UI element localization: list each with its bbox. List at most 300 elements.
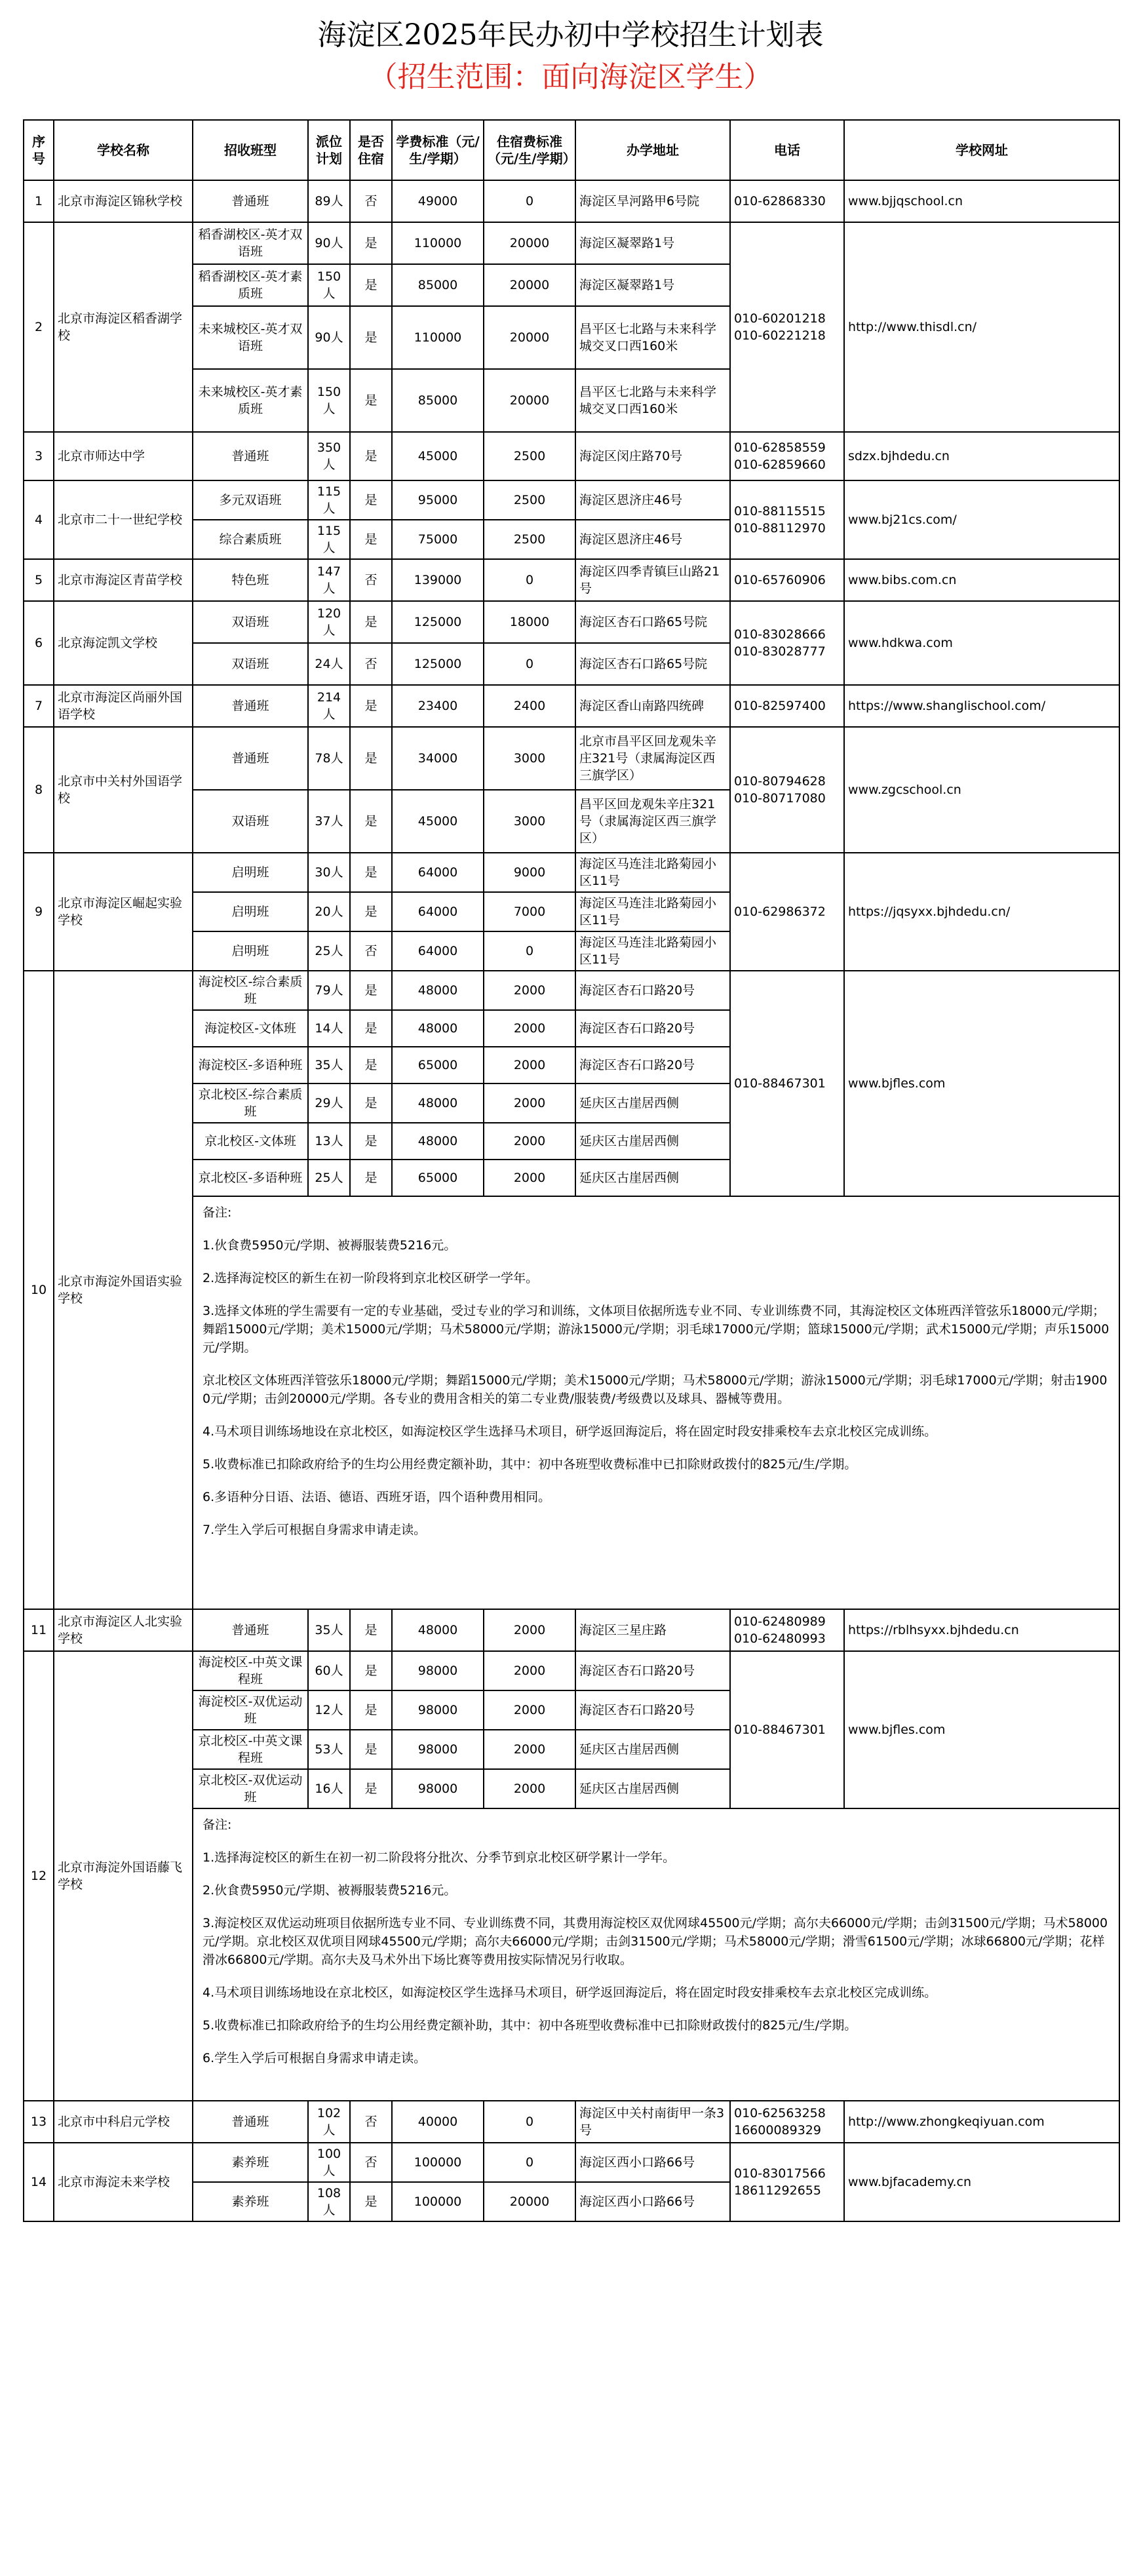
quota: 102人 bbox=[308, 2101, 350, 2143]
class-type: 普通班 bbox=[193, 2101, 308, 2143]
address: 海淀区马连洼北路菊园小区11号 bbox=[575, 931, 730, 971]
address: 海淀区闵庄路70号 bbox=[575, 432, 730, 480]
boarding: 是 bbox=[350, 1160, 392, 1196]
phone-number: 010-80717080 bbox=[734, 791, 826, 806]
boarding-fee: 0 bbox=[484, 2143, 575, 2182]
column-header: 住宿费标准（元/生/学期） bbox=[484, 120, 575, 180]
boarding-fee: 2000 bbox=[484, 1047, 575, 1083]
phone-number: 010-60201218 bbox=[734, 311, 826, 326]
enrollment-table bbox=[23, 119, 1120, 2222]
address: 海淀区马连洼北路菊园小区11号 bbox=[575, 892, 730, 931]
quota: 120人 bbox=[308, 601, 350, 643]
class-type: 海淀校区-文体班 bbox=[193, 1010, 308, 1047]
address: 延庆区古崖居西侧 bbox=[575, 1769, 730, 1808]
boarding: 否 bbox=[350, 643, 392, 685]
phone bbox=[730, 2143, 844, 2221]
boarding: 是 bbox=[350, 222, 392, 264]
school-website[interactable]: https://jqsyxx.bjhdedu.cn/ bbox=[844, 853, 1119, 971]
class-type: 海淀校区-双优运动班 bbox=[193, 1690, 308, 1730]
table-row bbox=[24, 222, 1119, 264]
quota: 16人 bbox=[308, 1769, 350, 1808]
column-header: 办学地址 bbox=[575, 120, 730, 180]
class-type: 京北校区-中英文课程班 bbox=[193, 1730, 308, 1769]
phone-number: 010-60221218 bbox=[734, 328, 826, 343]
phone bbox=[730, 559, 844, 601]
address: 延庆区古崖居西侧 bbox=[575, 1730, 730, 1769]
note-line: 4.马术项目训练场地设在京北校区，如海淀校区学生选择马术项目，研学返回海淀后，将在固定时段安排乘校车去京北校区完成训练。 bbox=[203, 1424, 937, 1439]
class-type: 普通班 bbox=[193, 727, 308, 790]
boarding: 是 bbox=[350, 1690, 392, 1730]
boarding-fee: 0 bbox=[484, 180, 575, 222]
class-type: 启明班 bbox=[193, 892, 308, 931]
note-line: 2.伙食费5950元/学期、被褥服装费5216元。 bbox=[203, 1883, 457, 1898]
tuition: 100000 bbox=[392, 2182, 484, 2221]
note-line: 备注: bbox=[203, 1818, 232, 1832]
school-website[interactable]: www.bjfles.com bbox=[844, 1651, 1119, 1808]
boarding-fee: 2000 bbox=[484, 1690, 575, 1730]
class-type: 启明班 bbox=[193, 931, 308, 971]
school-name: 北京市海淀区锦秋学校 bbox=[54, 180, 193, 222]
quota: 90人 bbox=[308, 306, 350, 369]
class-type: 特色班 bbox=[193, 559, 308, 601]
row-number: 6 bbox=[24, 601, 54, 685]
row-number: 14 bbox=[24, 2143, 54, 2221]
row-number: 3 bbox=[24, 432, 54, 480]
quota: 214人 bbox=[308, 685, 350, 727]
page-title: 海淀区2025年民办初中学校招生计划表 bbox=[317, 18, 824, 52]
boarding: 否 bbox=[350, 2101, 392, 2143]
quota: 35人 bbox=[308, 1609, 350, 1651]
table-row bbox=[24, 2143, 1119, 2182]
boarding-fee: 20000 bbox=[484, 222, 575, 264]
address: 昌平区七北路与未来科学城交叉口西160米 bbox=[575, 306, 730, 369]
notes-cell bbox=[193, 1808, 1119, 2101]
column-header: 序号 bbox=[24, 120, 54, 180]
phone-number: 010-80794628 bbox=[734, 774, 826, 789]
class-type: 双语班 bbox=[193, 601, 308, 643]
boarding: 是 bbox=[350, 727, 392, 790]
boarding-fee: 2000 bbox=[484, 1010, 575, 1047]
boarding-fee: 2500 bbox=[484, 480, 575, 520]
address: 延庆区古崖居西侧 bbox=[575, 1083, 730, 1123]
school-name: 北京市海淀外国语实验学校 bbox=[54, 971, 193, 1609]
address: 海淀区杏石口路65号院 bbox=[575, 601, 730, 643]
school-website[interactable]: www.bj21cs.com/ bbox=[844, 480, 1119, 559]
tuition: 48000 bbox=[392, 1010, 484, 1047]
table-body bbox=[24, 180, 1119, 2221]
phone bbox=[730, 432, 844, 480]
address: 海淀区凝翠路1号 bbox=[575, 222, 730, 264]
address: 海淀区杏石口路65号院 bbox=[575, 643, 730, 685]
boarding-fee: 0 bbox=[484, 643, 575, 685]
boarding-fee: 2000 bbox=[484, 1123, 575, 1160]
tuition: 100000 bbox=[392, 2143, 484, 2182]
quota: 350人 bbox=[308, 432, 350, 480]
tuition: 98000 bbox=[392, 1690, 484, 1730]
phone bbox=[730, 180, 844, 222]
address: 海淀区三星庄路 bbox=[575, 1609, 730, 1651]
class-type: 普通班 bbox=[193, 685, 308, 727]
school-website[interactable]: sdzx.bjhdedu.cn bbox=[844, 432, 1119, 480]
class-type: 京北校区-双优运动班 bbox=[193, 1769, 308, 1808]
quota: 78人 bbox=[308, 727, 350, 790]
note-line: 4.马术项目训练场地设在京北校区，如海淀校区学生选择马术项目，研学返回海淀后，将在固定时段安排乘校车去京北校区完成训练。 bbox=[203, 1985, 937, 2000]
school-website[interactable]: https://www.shanglischool.com/ bbox=[844, 685, 1119, 727]
boarding-fee: 2000 bbox=[484, 971, 575, 1010]
quota: 150人 bbox=[308, 264, 350, 306]
school-name: 北京市海淀外国语藤飞学校 bbox=[54, 1651, 193, 2101]
school-name: 北京市海淀区青苗学校 bbox=[54, 559, 193, 601]
address: 海淀区杏石口路20号 bbox=[575, 1651, 730, 1690]
quota: 147人 bbox=[308, 559, 350, 601]
phone-number: 010-62986372 bbox=[734, 905, 826, 919]
address: 海淀区杏石口路20号 bbox=[575, 1047, 730, 1083]
table-row bbox=[24, 2101, 1119, 2143]
phone bbox=[730, 1651, 844, 1808]
tuition: 98000 bbox=[392, 1769, 484, 1808]
note-line: 3.海淀校区双优运动班项目依据所选专业不同、专业训练费不同，其费用海淀校区双优网球45500元/学期；高尔夫66000元/学期；击剑31500元/学期；马术58000元/学期。京北校区双优项目网球45500元/学期；高尔夫66000元/学期；击剑31500元/学期；马术58000元/学期；滑雪61500元/学期；冰球66800元/学期；花样滑冰66800元/学期。高尔夫及马术外出下场比赛等费用按实际情况另行收取。 bbox=[203, 1916, 1108, 1967]
phone-number: 16600089329 bbox=[734, 2123, 821, 2137]
tuition: 85000 bbox=[392, 264, 484, 306]
quota: 29人 bbox=[308, 1083, 350, 1123]
class-type: 综合素质班 bbox=[193, 520, 308, 559]
quota: 115人 bbox=[308, 520, 350, 559]
school-name: 北京市中科启元学校 bbox=[54, 2101, 193, 2143]
boarding-fee: 2500 bbox=[484, 520, 575, 559]
phone-number: 010-83028777 bbox=[734, 644, 826, 659]
tuition: 125000 bbox=[392, 643, 484, 685]
phone bbox=[730, 222, 844, 432]
tuition: 85000 bbox=[392, 369, 484, 432]
enrollment-table-wrap bbox=[23, 119, 1119, 2222]
boarding: 是 bbox=[350, 520, 392, 559]
address: 延庆区古崖居西侧 bbox=[575, 1123, 730, 1160]
phone-number: 010-82597400 bbox=[734, 699, 826, 713]
class-type: 双语班 bbox=[193, 643, 308, 685]
tuition: 45000 bbox=[392, 790, 484, 853]
table-row bbox=[24, 1651, 1119, 1690]
boarding-fee: 2500 bbox=[484, 432, 575, 480]
phone bbox=[730, 685, 844, 727]
boarding: 是 bbox=[350, 369, 392, 432]
boarding: 否 bbox=[350, 180, 392, 222]
row-number: 8 bbox=[24, 727, 54, 853]
school-website[interactable]: https://rblhsyxx.bjhdedu.cn bbox=[844, 1609, 1119, 1651]
column-header: 学校网址 bbox=[844, 120, 1119, 180]
tuition: 34000 bbox=[392, 727, 484, 790]
address: 海淀区四季青镇巨山路21号 bbox=[575, 559, 730, 601]
address: 海淀区凝翠路1号 bbox=[575, 264, 730, 306]
boarding: 是 bbox=[350, 264, 392, 306]
quota: 90人 bbox=[308, 222, 350, 264]
tuition: 64000 bbox=[392, 892, 484, 931]
note-line: 京北校区文体班西洋管弦乐18000元/学期；舞蹈15000元/学期；美术15000元/学期；马术58000元/学期；游泳15000元/学期；羽毛球17000元/学期；射击19000元/学期；击剑20000元/学期。各专业的费用含相关的第二专业费/服装费/考级费以及球具、器械等费用。 bbox=[203, 1373, 1108, 1406]
address: 海淀区杏石口路20号 bbox=[575, 971, 730, 1010]
phone-number: 010-88467301 bbox=[734, 1723, 826, 1737]
boarding: 是 bbox=[350, 480, 392, 520]
boarding: 是 bbox=[350, 790, 392, 853]
phone-number: 18611292655 bbox=[734, 2183, 821, 2198]
phone-number: 010-88115515 bbox=[734, 504, 826, 518]
page-subtitle: （招生范围：面向海淀区学生） bbox=[368, 60, 773, 94]
table-row bbox=[24, 685, 1119, 727]
row-number: 4 bbox=[24, 480, 54, 559]
note-line: 1.选择海淀校区的新生在初一初二阶段将分批次、分季节到京北校区研学累计一学年。 bbox=[203, 1850, 676, 1865]
phone bbox=[730, 2101, 844, 2143]
boarding: 是 bbox=[350, 1609, 392, 1651]
boarding: 是 bbox=[350, 685, 392, 727]
tuition: 48000 bbox=[392, 1123, 484, 1160]
quota: 14人 bbox=[308, 1010, 350, 1047]
quota: 53人 bbox=[308, 1730, 350, 1769]
tuition: 64000 bbox=[392, 853, 484, 892]
quota: 60人 bbox=[308, 1651, 350, 1690]
boarding-fee: 2000 bbox=[484, 1730, 575, 1769]
tuition: 45000 bbox=[392, 432, 484, 480]
school-website[interactable]: www.bjjqschool.cn bbox=[844, 180, 1119, 222]
column-header: 学费标准（元/生/学期） bbox=[392, 120, 484, 180]
boarding-fee: 2000 bbox=[484, 1769, 575, 1808]
boarding-fee: 2000 bbox=[484, 1160, 575, 1196]
school-website[interactable]: http://www.zhongkeqiyuan.com bbox=[844, 2101, 1119, 2143]
note-line: 7.学生入学后可根据自身需求申请走读。 bbox=[203, 1523, 427, 1537]
phone-number: 010-65760906 bbox=[734, 573, 826, 587]
quota: 89人 bbox=[308, 180, 350, 222]
tuition: 48000 bbox=[392, 971, 484, 1010]
tuition: 95000 bbox=[392, 480, 484, 520]
table-row bbox=[24, 727, 1119, 790]
school-name: 北京市二十一世纪学校 bbox=[54, 480, 193, 559]
boarding: 是 bbox=[350, 432, 392, 480]
boarding: 是 bbox=[350, 1651, 392, 1690]
tuition: 110000 bbox=[392, 222, 484, 264]
address: 延庆区古崖居西侧 bbox=[575, 1160, 730, 1196]
address: 海淀区恩济庄46号 bbox=[575, 480, 730, 520]
boarding-fee: 20000 bbox=[484, 2182, 575, 2221]
row-number: 1 bbox=[24, 180, 54, 222]
class-type: 启明班 bbox=[193, 853, 308, 892]
phone-number: 010-88467301 bbox=[734, 1076, 826, 1091]
school-website[interactable]: www.zgcschool.cn bbox=[844, 727, 1119, 853]
phone-number: 010-83028666 bbox=[734, 627, 826, 642]
quota: 20人 bbox=[308, 892, 350, 931]
boarding-fee: 0 bbox=[484, 2101, 575, 2143]
note-line: 6.多语种分日语、法语、德语、西班牙语，四个语种费用相同。 bbox=[203, 1490, 551, 1504]
boarding: 是 bbox=[350, 1769, 392, 1808]
boarding-fee: 7000 bbox=[484, 892, 575, 931]
phone-number: 010-62480993 bbox=[734, 1631, 826, 1646]
school-name: 北京市海淀区稻香湖学校 bbox=[54, 222, 193, 432]
note-line: 5.收费标准已扣除政府给予的生均公用经费定额补助，其中：初中各班型收费标准中已扣除财政拨付的825元/生/学期。 bbox=[203, 2018, 857, 2033]
column-header: 是否住宿 bbox=[350, 120, 392, 180]
phone bbox=[730, 480, 844, 559]
phone bbox=[730, 601, 844, 685]
tuition: 65000 bbox=[392, 1047, 484, 1083]
quota: 108人 bbox=[308, 2182, 350, 2221]
boarding: 否 bbox=[350, 559, 392, 601]
row-number: 12 bbox=[24, 1651, 54, 2101]
school-website[interactable]: www.bjfacademy.cn bbox=[844, 2143, 1119, 2221]
boarding: 否 bbox=[350, 2143, 392, 2182]
address: 海淀区西小口路66号 bbox=[575, 2143, 730, 2182]
address: 海淀区杏石口路20号 bbox=[575, 1010, 730, 1047]
boarding-fee: 2000 bbox=[484, 1083, 575, 1123]
phone bbox=[730, 971, 844, 1196]
boarding: 是 bbox=[350, 1083, 392, 1123]
row-number: 2 bbox=[24, 222, 54, 432]
class-type: 普通班 bbox=[193, 180, 308, 222]
phone bbox=[730, 1609, 844, 1651]
note-line: 2.选择海淀校区的新生在初一阶段将到京北校区研学一学年。 bbox=[203, 1271, 539, 1285]
address: 海淀区马连洼北路菊园小区11号 bbox=[575, 853, 730, 892]
note-line: 备注: bbox=[203, 1205, 232, 1220]
table-row bbox=[24, 853, 1119, 892]
boarding: 是 bbox=[350, 1047, 392, 1083]
tuition: 98000 bbox=[392, 1651, 484, 1690]
boarding-fee: 0 bbox=[484, 559, 575, 601]
school-website[interactable]: www.bjfles.com bbox=[844, 971, 1119, 1196]
school-website[interactable]: http://www.thisdl.cn/ bbox=[844, 222, 1119, 432]
boarding: 是 bbox=[350, 306, 392, 369]
school-name: 北京市海淀区崛起实验学校 bbox=[54, 853, 193, 971]
phone bbox=[730, 727, 844, 853]
boarding-fee: 2000 bbox=[484, 1609, 575, 1651]
row-number: 13 bbox=[24, 2101, 54, 2143]
boarding-fee: 2000 bbox=[484, 1651, 575, 1690]
class-type: 普通班 bbox=[193, 1609, 308, 1651]
class-type: 海淀校区-多语种班 bbox=[193, 1047, 308, 1083]
class-type: 素养班 bbox=[193, 2143, 308, 2182]
quota: 37人 bbox=[308, 790, 350, 853]
school-name: 北京市师达中学 bbox=[54, 432, 193, 480]
phone-number: 010-62858559 bbox=[734, 440, 826, 455]
row-number: 5 bbox=[24, 559, 54, 601]
phone-number: 010-88112970 bbox=[734, 521, 826, 536]
row-number: 10 bbox=[24, 971, 54, 1609]
boarding: 是 bbox=[350, 1010, 392, 1047]
address: 海淀区杏石口路20号 bbox=[575, 1690, 730, 1730]
class-type: 未来城校区-英才双语班 bbox=[193, 306, 308, 369]
boarding: 是 bbox=[350, 601, 392, 643]
boarding-fee: 3000 bbox=[484, 790, 575, 853]
school-name: 北京市海淀区尚丽外国语学校 bbox=[54, 685, 193, 727]
phone-number: 010-62563258 bbox=[734, 2106, 826, 2120]
quota: 35人 bbox=[308, 1047, 350, 1083]
table-row bbox=[24, 971, 1119, 1010]
tuition: 98000 bbox=[392, 1730, 484, 1769]
table-row bbox=[24, 480, 1119, 520]
boarding-fee: 20000 bbox=[484, 264, 575, 306]
phone-number: 010-62480989 bbox=[734, 1614, 826, 1629]
boarding-fee: 0 bbox=[484, 931, 575, 971]
note-line: 3.选择文体班的学生需要有一定的专业基础，受过专业的学习和训练，文体项目依据所选专业不同、专业训练费不同，其海淀校区文体班西洋管弦乐18000元/学期；舞蹈15000元/学期；美术15000元/学期；马术58000元/学期；游泳15000元/学期；羽毛球17000元/学期；篮球15000元/学期；武术15000元/学期；声乐15000元/学期。 bbox=[203, 1304, 1110, 1355]
boarding-fee: 20000 bbox=[484, 306, 575, 369]
quota: 25人 bbox=[308, 931, 350, 971]
boarding: 是 bbox=[350, 892, 392, 931]
table-row bbox=[24, 432, 1119, 480]
phone-number: 010-62859660 bbox=[734, 458, 826, 472]
quota: 24人 bbox=[308, 643, 350, 685]
tuition: 49000 bbox=[392, 180, 484, 222]
address: 昌平区七北路与未来科学城交叉口西160米 bbox=[575, 369, 730, 432]
quota: 30人 bbox=[308, 853, 350, 892]
table-row bbox=[24, 1609, 1119, 1651]
boarding-fee: 18000 bbox=[484, 601, 575, 643]
row-number: 7 bbox=[24, 685, 54, 727]
boarding: 是 bbox=[350, 2182, 392, 2221]
column-header: 电话 bbox=[730, 120, 844, 180]
boarding: 是 bbox=[350, 853, 392, 892]
class-type: 双语班 bbox=[193, 790, 308, 853]
school-name: 北京市海淀区人北实验学校 bbox=[54, 1609, 193, 1651]
tuition: 40000 bbox=[392, 2101, 484, 2143]
boarding: 是 bbox=[350, 1123, 392, 1160]
class-type: 京北校区-综合素质班 bbox=[193, 1083, 308, 1123]
boarding-fee: 2400 bbox=[484, 685, 575, 727]
class-type: 未来城校区-英才素质班 bbox=[193, 369, 308, 432]
quota: 79人 bbox=[308, 971, 350, 1010]
column-header: 招收班型 bbox=[193, 120, 308, 180]
address: 海淀区西小口路66号 bbox=[575, 2182, 730, 2221]
class-type: 普通班 bbox=[193, 432, 308, 480]
school-name: 北京海淀凯文学校 bbox=[54, 601, 193, 685]
phone bbox=[730, 853, 844, 971]
tuition: 64000 bbox=[392, 931, 484, 971]
row-number: 11 bbox=[24, 1609, 54, 1651]
class-type: 海淀校区-综合素质班 bbox=[193, 971, 308, 1010]
quota: 115人 bbox=[308, 480, 350, 520]
tuition: 48000 bbox=[392, 1083, 484, 1123]
address: 海淀区恩济庄46号 bbox=[575, 520, 730, 559]
quota: 12人 bbox=[308, 1690, 350, 1730]
table-row bbox=[24, 180, 1119, 222]
table-row bbox=[24, 601, 1119, 643]
table-row bbox=[24, 559, 1119, 601]
boarding-fee: 3000 bbox=[484, 727, 575, 790]
school-website[interactable]: www.hdkwa.com bbox=[844, 601, 1119, 685]
class-type: 稻香湖校区-英才双语班 bbox=[193, 222, 308, 264]
class-type: 海淀校区-中英文课程班 bbox=[193, 1651, 308, 1690]
class-type: 京北校区-多语种班 bbox=[193, 1160, 308, 1196]
tuition: 125000 bbox=[392, 601, 484, 643]
tuition: 139000 bbox=[392, 559, 484, 601]
quota: 25人 bbox=[308, 1160, 350, 1196]
tuition: 23400 bbox=[392, 685, 484, 727]
class-type: 多元双语班 bbox=[193, 480, 308, 520]
quota: 150人 bbox=[308, 369, 350, 432]
school-website[interactable]: www.bibs.com.cn bbox=[844, 559, 1119, 601]
column-header: 派位计划 bbox=[308, 120, 350, 180]
school-name: 北京市中关村外国语学校 bbox=[54, 727, 193, 853]
address: 昌平区回龙观朱辛庄321号（隶属海淀区西三旗学区） bbox=[575, 790, 730, 853]
tuition: 48000 bbox=[392, 1609, 484, 1651]
header-row bbox=[24, 120, 1119, 180]
tuition: 75000 bbox=[392, 520, 484, 559]
notes-cell bbox=[193, 1196, 1119, 1609]
boarding: 是 bbox=[350, 1730, 392, 1769]
boarding: 是 bbox=[350, 971, 392, 1010]
note-line: 5.收费标准已扣除政府给予的生均公用经费定额补助，其中：初中各班型收费标准中已扣除财政拨付的825元/生/学期。 bbox=[203, 1457, 857, 1472]
class-type: 稻香湖校区-英才素质班 bbox=[193, 264, 308, 306]
note-line: 1.伙食费5950元/学期、被褥服装费5216元。 bbox=[203, 1238, 457, 1253]
boarding: 否 bbox=[350, 931, 392, 971]
address: 北京市昌平区回龙观朱辛庄321号（隶属海淀区西三旗学区） bbox=[575, 727, 730, 790]
address: 海淀区旱河路甲6号院 bbox=[575, 180, 730, 222]
address: 海淀区香山南路四统碑 bbox=[575, 685, 730, 727]
note-line: 6.学生入学后可根据自身需求申请走读。 bbox=[203, 2051, 427, 2065]
phone-number: 010-62868330 bbox=[734, 194, 826, 208]
phone-number: 010-83017566 bbox=[734, 2166, 826, 2181]
